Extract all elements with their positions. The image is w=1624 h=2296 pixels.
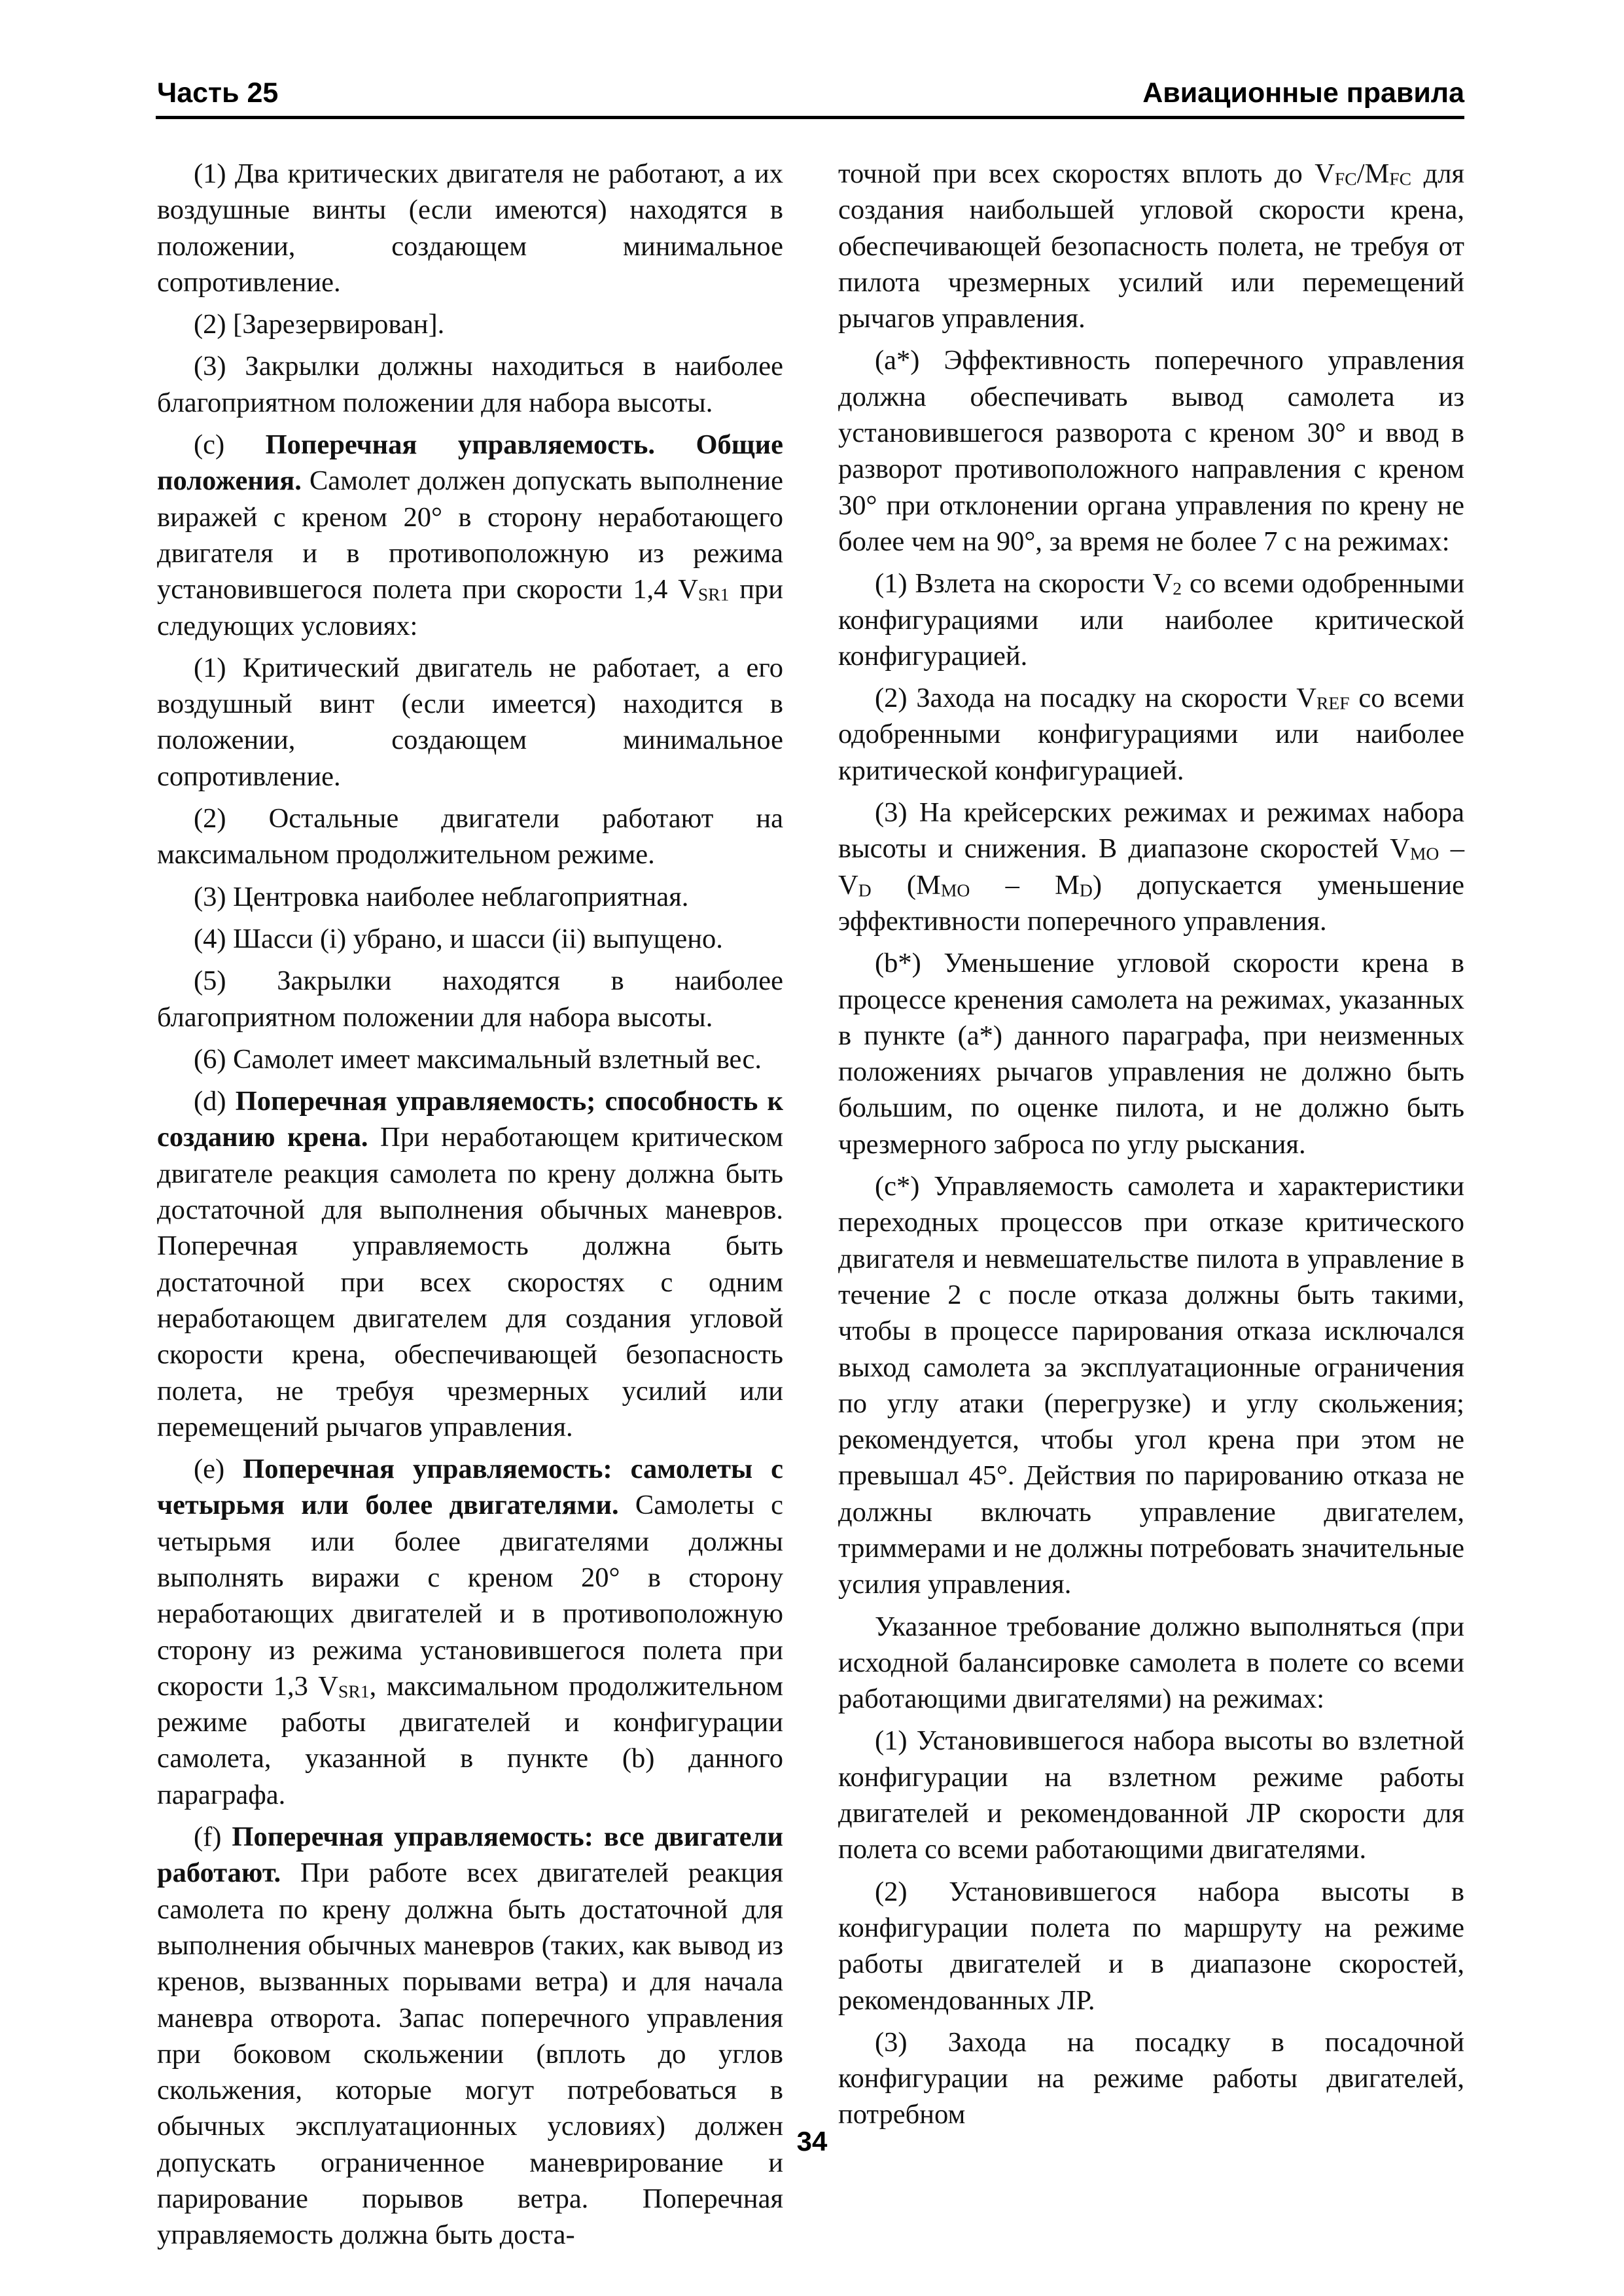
paragraph: (2) [Зарезервирован]. [194,309,445,340]
paragraph-text: со всеми одобренными конфигурациями или наиболее критической конфигурацией. [838,683,1464,786]
paragraph-text: , максимальном продолжительном режиме работы двигателей и конфигурации самолета, указанной в пункте (b) данного параграфа. [157,1670,783,1810]
paragraph-text: Самолет должен допускать выполнение виражей с креном 20° в сторону неработающего двигателя и в противоположную из режима установившегося полета при скорости 1,4 V [157,465,783,605]
paragraph-label: (f) [194,1821,232,1853]
section-heading: Поперечная управляемость. Общие положения. [157,429,783,497]
paragraph: (a*) Эффективность поперечного управления должна обеспечивать вывод самолета из установившегося разворота с креном 30° и ввод в разворот противоположного направления с креном 30° при отклонении органа управления по крену не более чем на 90°, за время не более 7 с на режимах: [838,345,1464,557]
subscript: FC [1389,168,1412,189]
paragraph: (2) Установившегося набора высоты в конфигурации полета по маршруту на режиме работы двигателей и в диапазоне скоростей, рекомендованных ЛР. [838,1876,1464,2016]
subscript: D [1079,879,1093,900]
subscript: 2 [1173,578,1182,599]
header-document-title: Авиационные правила [1142,77,1464,109]
paragraph: (2) Остальные двигатели работают на максимальном продолжительном режиме. [157,803,783,870]
left-column [157,156,783,2259]
paragraph: (1) Установившегося набора высоты во взлетной конфигурации на взлетном режиме работы двигателей и рекомендованной ЛР скорости для полета со всеми работающими двигателями. [838,1725,1464,1865]
paragraph-text: (3) На крейсерских режимах и режимах набора высоты и снижения. В диапазоне скоростей V [838,797,1464,865]
paragraph-text: точной при всех скоростях вплоть до V [838,158,1335,189]
subscript: MO [940,879,970,900]
page-number: 34 [796,2126,828,2157]
subscript: MO [1409,843,1439,864]
paragraph [838,795,1464,939]
section-heading: Поперечная управляемость: все двигатели работают. [157,1821,783,1889]
paragraph: (6) Самолет имеет максимальный взлетный вес. [194,1043,762,1075]
paragraph-text: при следующих условиях: [157,574,783,641]
paragraph [838,680,1464,789]
paragraph-text: Самолеты с четырьмя или более двигателями должны выполнять виражи с креном 20° в сторону неработающих двигателей и в противоположную сторону из режима установившегося полета при скорости 1,3 V [157,1490,783,1702]
subscript: REF [1316,692,1350,713]
paragraph-text: (2) Захода на посадку на скорости V [875,683,1316,714]
paragraph: Указанное требование должно выполняться (при исходной балансировке самолета в полете со всеми работающими двигателями) на режимах: [838,1611,1464,1715]
paragraph: (1) Критический двигатель не работает, а его воздушный винт (если имеется) находится в положении, создающем минимальное сопротивление. [157,652,783,792]
paragraph: (b*) Уменьшение угловой скорости крена в процессе кренения самолета на режимах, указанных в пункте (a*) данного параграфа, при неизменных положениях рычагов управления не должно быть большим, по оценке пилота, и не должно быть чрезмерного заброса по углу рыскания. [838,948,1464,1160]
paragraph-text: со всеми одобренными конфигурациями или наиболее критической конфигурацией. [838,568,1464,672]
paragraph: (c*) Управляемость самолета и характеристики переходных процессов при отказе критического двигателя и невмешательстве пилота в управление в течение 2 с после отказа должны быть такими, чтобы в процессе парирования отказа исключался выход самолета за эксплуатационные ограничения по углу атаки (перегрузке) и углу скольжения; рекомендуется, чтобы угол крена при этом не превышал 45°. Действия по парированию отказа не должны включать управление двигателем, триммерами и не должны потребовать значительные усилия управления. [838,1171,1464,1600]
subscript: FC [1334,168,1357,189]
subscript: D [858,879,872,900]
section-heading: Поперечная управляемость: самолеты с четырьмя или более двигателями. [157,1454,783,1521]
subscript: SR1 [697,584,730,605]
subscript: SR1 [338,1681,370,1702]
paragraph: (3) Закрылки должны находиться в наиболее благоприятном положении для набора высоты. [157,351,783,418]
paragraph-text: для создания наибольшей угловой скорости крена, обеспечивающей безопасность полета, не требуя от пилота чрезмерных усилий или перемещений рычагов управления. [838,158,1464,334]
paragraph [157,1819,783,2253]
paragraph [157,427,783,644]
paragraph-text: – M [970,869,1080,901]
paragraph-label: (d) [194,1086,236,1117]
paragraph-text: – V [838,833,1464,901]
paragraph-text: При неработающем критическом двигателе реакция самолета по крену должна быть достаточной для выполнения обычных маневров. Поперечная управляемость должна быть достаточной при всех скоростях с одним неработающем двигателем для создания угловой скорости крена, обеспечивающей безопасность полета, не требуя чрезмерных усилий или перемещений рычагов управления. [157,1122,783,1443]
header-rule [156,116,1464,119]
paragraph-text: ) допускается уменьшение эффективности поперечного управления. [838,869,1464,937]
paragraph-text: /M [1356,158,1390,189]
paragraph-label: (c) [194,429,266,461]
paragraph [157,1451,783,1813]
paragraph-continuation [838,156,1464,336]
paragraph: (3) Центровка наиболее неблагоприятная. [194,881,689,912]
paragraph [838,565,1464,674]
paragraph: (4) Шасси (i) убрано, и шасси (ii) выпущено. [194,923,723,954]
paragraph-text: (M [871,869,941,901]
paragraph [157,1083,783,1445]
paragraph: (5) Закрылки находятся в наиболее благоприятном положении для набора высоты. [157,965,783,1033]
header-part-label: Часть 25 [157,77,279,109]
paragraph: (1) Два критических двигателя не работают, а их воздушные винты (если имеются) находятся в положении, создающем минимальное сопротивление. [157,158,783,298]
paragraph: (3) Захода на посадку в посадочной конфигурации на режиме работы двигателей, потребном [838,2026,1464,2130]
paragraph-text: При работе всех двигателей реакция самолета по крену должна быть достаточной для выполнения обычных маневров (таких, как вывод из кренов, вызванных порывами ветра) и для начала маневра отворота. Запас поперечного управления при боковом скольжении (вплоть до углов скольжения, которые могут потребоваться в обычных эксплуатационных условиях) должен допускать ограниченное маневрирование и парирование порывов ветра. Поперечная управляемость должна быть доста- [157,1857,783,2251]
paragraph-label: (e) [194,1454,243,1485]
paragraph-text: (1) Взлета на скорости V [875,568,1173,600]
right-column [838,156,1464,2139]
section-heading: Поперечная управляемость; способность к созданию крена. [157,1086,783,1153]
